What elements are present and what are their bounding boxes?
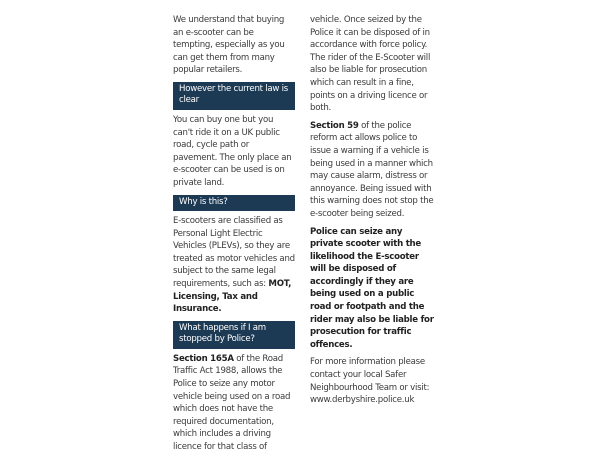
paragraph-police-can-seize: Police can seize any private scooter with the likelihood the E-scooter will be disposed of accordingly if they are being used on a public road or footpath and the rider may also be liable for prosecution for traffic offences. bbox=[310, 226, 434, 350]
intro-paragraph: We understand that buying an e-scooter can be tempting, especially as you can get them from many popular retailers. bbox=[173, 15, 285, 76]
right-column bbox=[310, 14, 436, 412]
paragraph-buy-but-not-ride: You can buy one but you can't ride it on a UK public road, cycle path or pavement. The only place an e-scooter can be used is on private land. bbox=[173, 114, 292, 188]
legal-requirements: MOT, Licensing, Tax and Insurance. bbox=[173, 279, 292, 315]
heading-stopped-by-police: What happens if I am stopped by Police? bbox=[173, 321, 295, 349]
paragraph-section-165a: Section 165A of the Road Traffic Act 1988, allows the Police to seize any motor vehicle being used on a road which does not have the required documentation, which includes a driving licence for that class of bbox=[173, 353, 291, 452]
heading-why-is-this: Why is this? bbox=[173, 195, 295, 212]
paragraph-section-59: Section 59 of the police reform act allows police to issue a warning if a vehicle is being used in a manner which may cause alarm, distress or annoyance. Being issued with this warning does not stop the e-scooter being seized. bbox=[310, 120, 434, 219]
left-column bbox=[173, 14, 295, 459]
paragraph-seizure: vehicle. Once seized by the Police it can be disposed of in accordance with force policy. The rider of the E-Scooter will also be liable for prosecution which can result in a fine, points on a driving licence or both. bbox=[310, 15, 431, 114]
paragraph-classification: E-scooters are classified as Personal Light Electric Vehicles (PLEVs), so they are treated as motor vehicles and subject to the same legal requirements, such as: MOT, Licensing, Tax and Insurance. bbox=[173, 216, 295, 315]
paragraph-more-info: For more information please contact your local Safer Neighbourhood Team or visit: www.derbyshire.police.uk bbox=[310, 357, 430, 406]
website-link[interactable]: www.derbyshire.police.uk bbox=[310, 395, 415, 406]
heading-law-is-clear: However the current law is clear bbox=[173, 82, 295, 110]
